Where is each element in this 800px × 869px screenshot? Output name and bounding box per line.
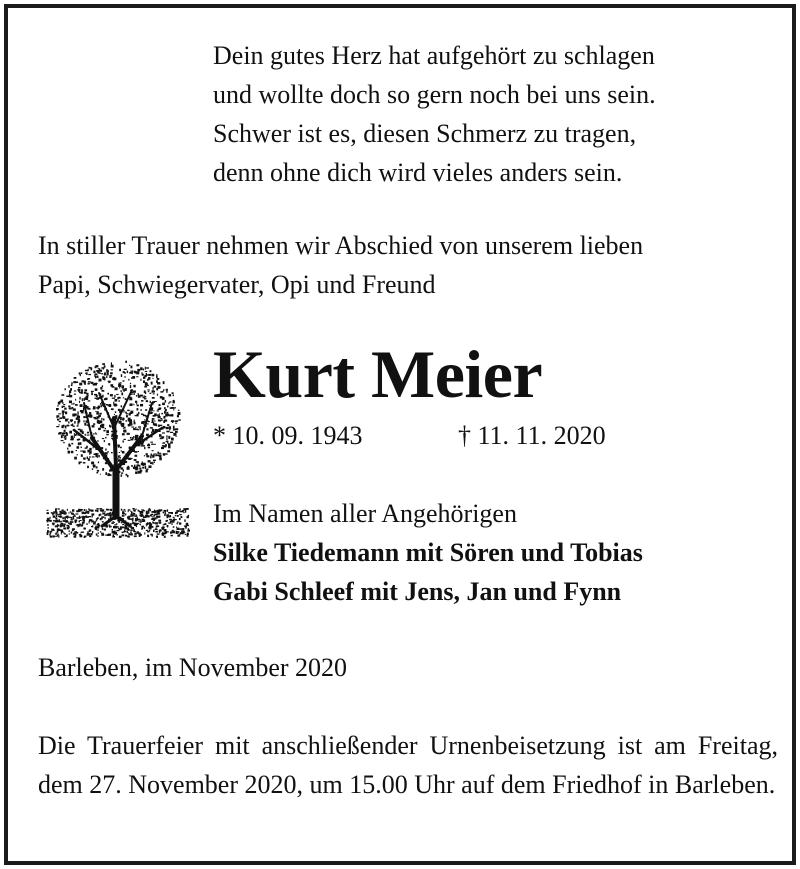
poem-line: denn ohne dich wird vieles anders sein.: [213, 158, 623, 187]
mourners-heading: Im Namen aller Angehörigen: [213, 499, 517, 528]
deceased-name: Kurt Meier: [213, 336, 543, 412]
poem-line: Schwer ist es, diesen Schmerz zu tragen,: [213, 119, 637, 148]
memorial-poem: [213, 36, 656, 192]
mourners-line: Silke Tiedemann mit Sören und Tobias: [213, 538, 643, 567]
life-dates: [213, 416, 606, 455]
mourners-line: Gabi Schleef mit Jens, Jan und Fynn: [213, 577, 622, 606]
tree-icon: [44, 348, 190, 538]
mourners-block: [213, 494, 643, 611]
place-date: Barleben, im November 2020: [38, 653, 348, 682]
poem-line: und wollte doch so gern noch bei uns sein.: [213, 80, 656, 109]
funeral-details: Die Trauerfeier mit anschließender Urnenbeisetzung ist am Freitag, dem 27. November 2020, um 15.00 Uhr auf dem Friedhof in Barleben.: [38, 731, 778, 799]
intro-line: In stiller Trauer nehmen wir Abschied von unserem lieben: [38, 231, 644, 260]
birth-date: * 10. 09. 1943: [213, 421, 363, 450]
intro-line: Papi, Schwiegervater, Opi und Freund: [38, 270, 436, 299]
death-date: † 11. 11. 2020: [458, 421, 606, 450]
obituary-notice: [4, 4, 796, 865]
poem-line: Dein gutes Herz hat aufgehört zu schlagen: [213, 41, 655, 70]
intro-text: [38, 226, 778, 304]
